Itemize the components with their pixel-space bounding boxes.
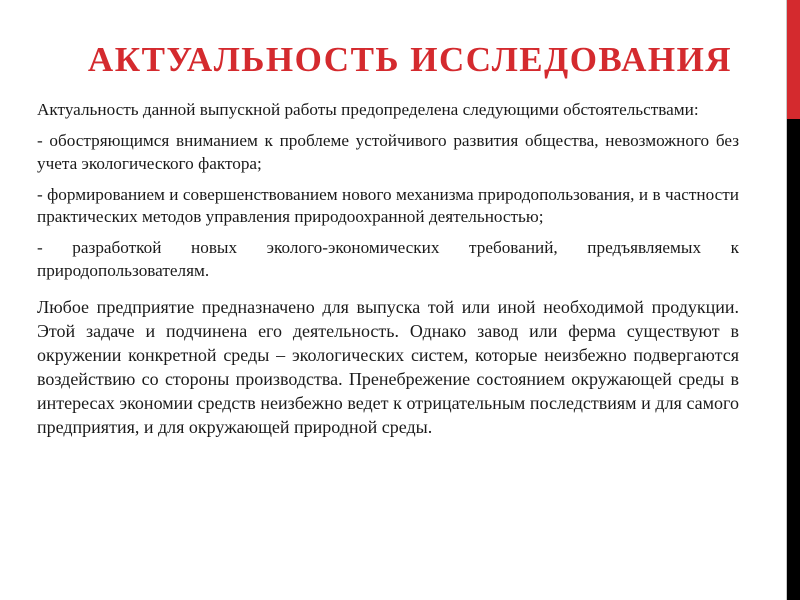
bullet-paragraph-2: - формированием и совершенствованием нового механизма природопользования, и в частности практических методов управления природоохранной деятельностью;	[37, 184, 739, 226]
bullet-paragraph-3: - разработкой новых эколого-экономических требований, предъявляемых к природопользователям.	[37, 238, 739, 280]
slide-body	[37, 99, 739, 448]
bullet-paragraph-1: - обостряющимся вниманием к проблеме устойчивого развития общества, невозможного без учета экологического фактора;	[37, 131, 739, 173]
side-stripe-dark	[787, 119, 800, 600]
main-paragraph: Любое предприятие предназначено для выпуска той или иной необходимой продукции. Этой задаче и подчинена его деятельность. Однако завод или ферма существуют в окружении конкретной среды – экологических систем, которые неизбежно подвергаются воздействию со стороны производства. Пренебрежение состоянием окружающей среды в интересах экономии средств неизбежно ведет к отрицательным последствиям и для самого предприятия, и для окружающей природной среды.	[37, 297, 739, 437]
intro-paragraph: Актуальность данной выпускной работы предопределена следующими обстоятельствами:	[37, 100, 699, 119]
side-stripe-accent	[787, 0, 800, 119]
slide-title: АКТУАЛЬНОСТЬ ИССЛЕДОВАНИЯ	[87, 40, 733, 79]
